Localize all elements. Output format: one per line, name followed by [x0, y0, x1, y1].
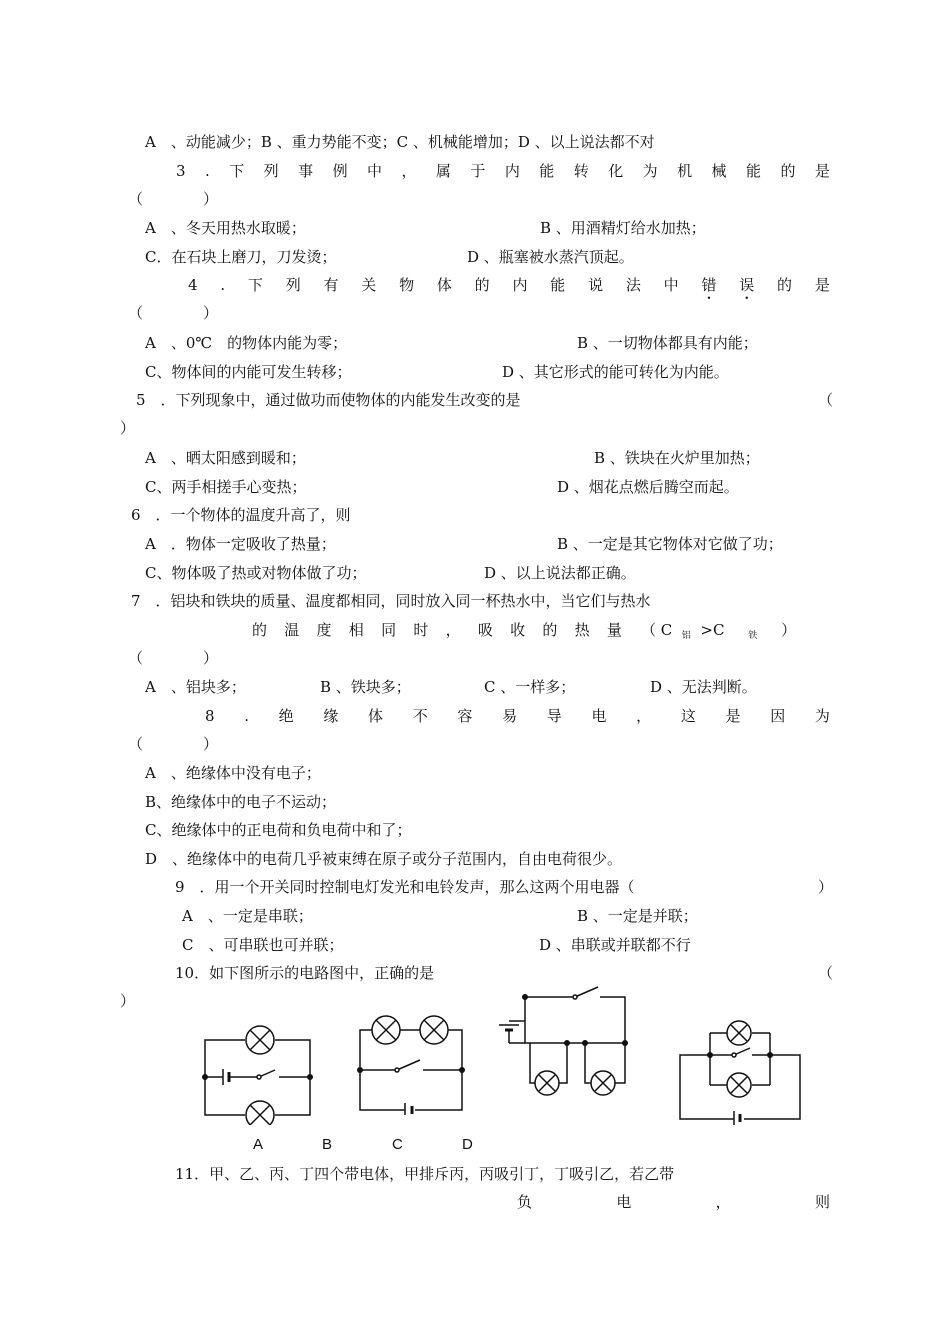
q3-option-c: C．在石块上磨刀，刀发烫；: [145, 248, 337, 266]
q3-stem-char: 为: [642, 162, 658, 180]
q7-heat-compare: [641, 620, 796, 646]
q8-stem-char: 这: [680, 707, 696, 725]
q3-stem-char: 属: [435, 162, 451, 180]
q3-answer-paren: （ ）: [128, 190, 219, 208]
q4-stem-char: 说: [588, 276, 604, 294]
q3-stem-char: 械: [711, 162, 727, 180]
q5-stem: 5 ．下列现象中，通过做功而使物体的内能发生改变的是: [136, 391, 521, 409]
q3-option-d: D 、瓶塞被水蒸汽顶起。: [467, 248, 634, 266]
q7-stem-char: 量: [606, 621, 622, 639]
q8-stem-char: ，: [636, 707, 652, 725]
circuit-label-a: A: [253, 1136, 264, 1153]
q4-stem-char: 内: [512, 276, 528, 294]
q3-stem-char: 列: [263, 162, 279, 180]
q8-stem-char: 8: [205, 707, 215, 725]
q8-stem-char: .: [244, 707, 249, 725]
q9-paren-close: ）: [818, 878, 834, 896]
q4-stem-char: .: [220, 276, 226, 294]
q7-compare-open: （: [641, 621, 657, 639]
q10-stem: 10．如下图所示的电路图中，正确的是: [175, 964, 435, 982]
q8-option-d: D 、绝缘体中的电荷几乎被束缚在原子或分子范围内，自由电荷很少。: [145, 850, 623, 868]
q4-stem-char: 错 •: [701, 275, 716, 295]
q4-stem-char: 是: [814, 276, 830, 294]
q5-option-a: A 、晒太阳感到暖和；: [145, 449, 306, 467]
q3-stem-char: 是: [814, 162, 830, 180]
q4-stem-char: 关: [361, 276, 377, 294]
q7-option-d: D 、无法判断。: [650, 678, 757, 696]
q8-option-a: A 、绝缘体中没有电子；: [145, 764, 321, 782]
q9-stem: 9 ．用一个开关同时控制电灯发光和电铃发声，那么这两个用电器（: [175, 878, 635, 896]
q7-answer-paren: （ ）: [128, 649, 219, 667]
q4-stem-char: 4: [188, 276, 198, 294]
q9-option-d: D 、串联或并联都不行: [539, 936, 691, 954]
q3-stem: [176, 161, 830, 181]
q3-stem-char: 于: [470, 162, 486, 180]
q11-stem-char: 电: [616, 1193, 632, 1211]
q3-option-b: B 、用酒精灯给水加热；: [540, 219, 706, 237]
q3-stem-char: 能: [746, 162, 762, 180]
q7-stem-char: 收: [510, 621, 526, 639]
q6-option-c: C、物体吸了热或对物体做了功；: [145, 564, 367, 582]
q3-stem-char: 例: [332, 162, 348, 180]
q7-stem-char: 的: [252, 621, 268, 639]
q8-stem: [205, 706, 830, 726]
q8-stem-char: 是: [725, 707, 741, 725]
q3-stem-char: 事: [298, 162, 314, 180]
q6-stem: 6 ．一个物体的温度升高了，则: [131, 506, 351, 524]
q7-greater-than: >C: [700, 621, 725, 639]
q7-c-aluminum: C: [660, 621, 673, 639]
q8-stem-char: 体: [368, 707, 384, 725]
q7-stem: 7 ．铝块和铁块的质量、温度都相同，同时放入同一杯热水中，当它们与热水: [131, 592, 651, 610]
q4-stem-char: 有: [323, 276, 339, 294]
q5-paren-close: ）: [120, 419, 136, 437]
q7-stem-char: 的: [542, 621, 558, 639]
q6-option-b: B 、一定是其它物体对它做了功；: [557, 535, 783, 553]
q9-option-c: C 、可串联也可并联；: [182, 936, 344, 954]
q3-stem-char: .: [204, 162, 210, 180]
q4-answer-paren: （ ）: [128, 304, 219, 322]
q7-stem-continued: [252, 620, 622, 640]
q11-stem-char: 负: [517, 1193, 533, 1211]
q7-stem-char: 相: [348, 621, 364, 639]
q8-stem-char: 易: [502, 707, 518, 725]
q4-stem-char: 的: [474, 276, 490, 294]
q7-option-b: B 、铁块多；: [320, 678, 411, 696]
q3-stem-char: 中: [367, 162, 383, 180]
q8-stem-char: 电: [591, 707, 607, 725]
q8-option-c: C、绝缘体中的正电荷和负电荷中和了；: [145, 821, 412, 839]
q3-stem-char: 能: [539, 162, 555, 180]
q8-stem-char: 不: [412, 707, 428, 725]
q11-stem-char: ，: [715, 1193, 731, 1211]
q4-stem-char: 列: [285, 276, 301, 294]
q4-stem-char: 物: [399, 276, 415, 294]
q4-stem-char: 法: [625, 276, 641, 294]
circuit-label-d: D: [462, 1136, 473, 1153]
q6-option-d: D 、以上说法都正确。: [484, 564, 636, 582]
q4-option-d: D 、其它形式的能可转化为内能。: [502, 363, 729, 381]
q3-stem-char: 的: [780, 162, 796, 180]
q4-stem-char: 能: [550, 276, 566, 294]
q4-option-b: B 、一切物体都具有内能；: [577, 334, 758, 352]
q10-paren-close: ）: [120, 992, 136, 1010]
q4-option-a: A 、0℃ 的物体内能为零；: [145, 334, 348, 352]
q3-stem-char: 转: [573, 162, 589, 180]
q7-stem-char: 度: [316, 621, 332, 639]
circuit-label-b: B: [322, 1136, 333, 1153]
q8-answer-paren: （ ）: [128, 735, 219, 753]
q3-stem-char: 内: [504, 162, 520, 180]
q8-stem-char: 为: [814, 707, 830, 725]
q7-stem-char: 热: [574, 621, 590, 639]
q11-stem-continued: [517, 1192, 830, 1212]
q4-stem: [188, 275, 830, 295]
q7-stem-char: 温: [284, 621, 300, 639]
circuit-diagram-a: [195, 1025, 320, 1125]
q4-stem-char: 误 •: [739, 275, 754, 295]
circuit-diagram-c: [495, 985, 635, 1097]
q3-stem-char: 机: [677, 162, 693, 180]
q7-stem-char: ，: [445, 621, 461, 639]
q7-sub-aluminum: 铝: [681, 631, 691, 641]
q5-option-c: C、两手相搓手心变热；: [145, 478, 307, 496]
q7-sub-iron: 铁: [748, 631, 758, 641]
q3-stem-char: 3: [176, 162, 186, 180]
circuit-label-c: C: [392, 1136, 403, 1153]
q8-stem-char: 因: [770, 707, 786, 725]
q7-stem-char: 时: [413, 621, 429, 639]
q8-option-b: B、绝缘体中的电子不运动；: [145, 793, 337, 811]
q3-stem-char: ，: [401, 162, 417, 180]
q7-option-c: C 、一样多；: [484, 678, 576, 696]
q9-option-a: A 、一定是串联；: [182, 907, 313, 925]
q3-option-a: A 、冬天用热水取暖；: [145, 219, 306, 237]
q7-stem-char: 吸: [477, 621, 493, 639]
q9-option-b: B 、一定是并联；: [577, 907, 698, 925]
q4-stem-char: 下: [247, 276, 263, 294]
q3-stem-char: 下: [229, 162, 245, 180]
q5-option-b: B 、铁块在火炉里加热；: [594, 449, 760, 467]
q8-stem-char: 容: [457, 707, 473, 725]
q8-stem-char: 绝: [278, 707, 294, 725]
q8-stem-char: 导: [546, 707, 562, 725]
q5-paren-open: （: [818, 391, 834, 409]
q7-option-a: A 、铝块多；: [145, 678, 246, 696]
q11-stem-char: 则: [814, 1193, 830, 1211]
q4-stem-char: 体: [436, 276, 452, 294]
q5-option-d: D 、烟花点燃后腾空而起。: [557, 478, 739, 496]
q4-stem-char: 中: [663, 276, 679, 294]
q4-stem-char: 的: [777, 276, 793, 294]
q8-stem-char: 缘: [323, 707, 339, 725]
circuit-diagram-d: [672, 1012, 807, 1127]
q7-stem-char: 同: [381, 621, 397, 639]
q10-paren-open: （: [818, 964, 834, 982]
q3-stem-char: 化: [608, 162, 624, 180]
q2-options: A 、动能减少；B 、重力势能不变；C 、机械能增加；D 、以上说法都不对: [145, 133, 655, 151]
q4-option-c: C、物体间的内能可发生转移；: [145, 363, 352, 381]
q7-compare-close: ）: [781, 621, 797, 639]
circuit-diagram-b: [350, 1010, 475, 1115]
q11-stem: 11．甲、乙、丙、丁四个带电体，甲排斥丙，丙吸引丁，丁吸引乙，若乙带: [175, 1165, 675, 1183]
q6-option-a: A ．物体一定吸收了热量；: [145, 535, 336, 553]
